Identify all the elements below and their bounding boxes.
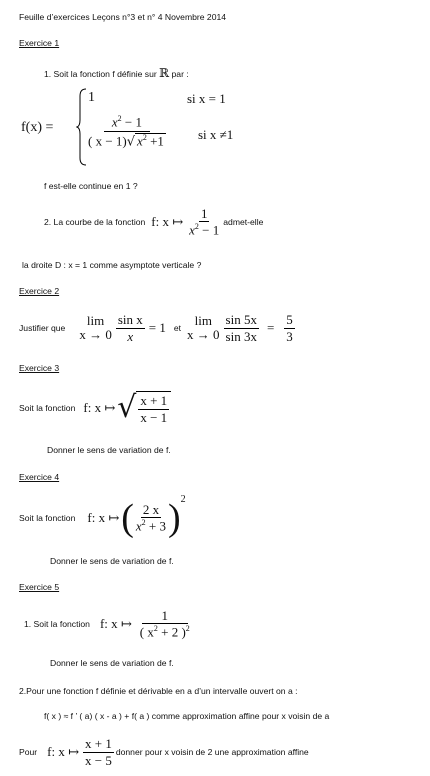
ex2-et: et bbox=[173, 323, 182, 333]
numerator: x + 1 bbox=[140, 393, 168, 409]
den-part: ( x bbox=[139, 624, 154, 640]
ex1-question-2 bbox=[44, 204, 263, 240]
ex4-function: f: x ↦ bbox=[87, 510, 120, 525]
exercise-2-title: Exercice 2 bbox=[19, 286, 60, 296]
den-tail: − 1 bbox=[198, 222, 220, 238]
reals-symbol: ℝ bbox=[159, 66, 170, 80]
var-x: x bbox=[111, 114, 118, 130]
ex1-case2-condition: si x ≠1 bbox=[198, 127, 234, 142]
var-x: x bbox=[137, 133, 143, 149]
numerator: sin 5x bbox=[225, 311, 257, 327]
ex1-q2-function: f: x ↦ bbox=[151, 214, 184, 229]
ex2-fraction-1 bbox=[116, 313, 145, 343]
ex1-fx-label: f(x) = bbox=[21, 120, 54, 135]
ex1-asymptote-question: la droite D : x = 1 comme asymptote verticale ? bbox=[22, 260, 202, 270]
denominator: sin 3x bbox=[225, 328, 257, 344]
ex1-par: par : bbox=[171, 69, 189, 79]
ex5-function-2: f: x ↦ bbox=[47, 744, 79, 759]
limit-2 bbox=[187, 314, 220, 343]
ex4-task: Donner le sens de variation de f. bbox=[50, 556, 174, 566]
exercise-1-title: Exercice 1 bbox=[19, 38, 60, 48]
den-part: ( x − 1) bbox=[88, 133, 127, 149]
var-x: x bbox=[189, 222, 195, 238]
ex1-case2-fraction bbox=[86, 115, 168, 149]
ex5-function: f: x ↦ bbox=[99, 616, 132, 631]
sqrt-icon: √ bbox=[126, 134, 136, 150]
numerator: 1 bbox=[142, 609, 189, 625]
ex5-pour: Pour bbox=[19, 747, 38, 757]
ex2-fraction-2 bbox=[224, 313, 259, 343]
numerator: 2 x bbox=[142, 501, 160, 517]
denominator: x bbox=[127, 328, 134, 344]
num-tail: − 1 bbox=[121, 114, 143, 130]
ex3-task: Donner le sens de variation de f. bbox=[47, 445, 171, 455]
ex1-question-1 bbox=[44, 66, 189, 81]
ex2-intro: Justifier que bbox=[19, 323, 66, 333]
ex1-case1-condition: si x = 1 bbox=[187, 91, 226, 106]
ex2-result bbox=[284, 313, 295, 343]
denominator: 3 bbox=[286, 328, 293, 344]
ex3-function: f: x ↦ bbox=[83, 400, 116, 415]
ex5-fraction bbox=[138, 609, 192, 640]
right-paren-icon: ) bbox=[168, 497, 181, 539]
den-tail: + 3 bbox=[145, 518, 166, 534]
ex2-statement bbox=[19, 308, 295, 348]
lim-label: lim bbox=[86, 312, 105, 328]
ex5-approximation: f( x ) ≈ f ’ ( a) ( x - a ) + f( a ) comme approximation affine pour x voisin de a bbox=[44, 711, 330, 721]
lim-subscript: x → 0 bbox=[187, 327, 220, 342]
ex1-q2-tail: admet-elle bbox=[223, 217, 264, 227]
ex2-eq1: = 1 bbox=[148, 320, 166, 335]
numerator: x + 1 bbox=[85, 735, 112, 751]
exponent: 2 bbox=[141, 518, 146, 528]
exponent: 2 bbox=[142, 132, 147, 142]
ex5-task: Donner le sens de variation de f. bbox=[50, 658, 174, 668]
numerator: sin x bbox=[117, 311, 143, 327]
ex2-eq2: = bbox=[266, 320, 275, 335]
var-x: x bbox=[135, 518, 142, 534]
exponent: 2 bbox=[117, 114, 122, 123]
limit-1 bbox=[79, 314, 112, 343]
ex1-q2-text: 2. La courbe de la fonction bbox=[44, 217, 146, 227]
ex1-continuity-question: f est-elle continue en 1 ? bbox=[44, 181, 138, 191]
den-tail: +1 bbox=[146, 133, 164, 149]
exercise-4-title: Exercice 4 bbox=[19, 472, 60, 482]
ex5-statement bbox=[24, 604, 192, 644]
lim-label: lim bbox=[194, 312, 212, 328]
ex1-case1-value: 1 bbox=[88, 90, 95, 105]
ex3-statement bbox=[19, 386, 171, 430]
exercise-5-title: Exercice 5 bbox=[19, 582, 60, 592]
page-header: Feuille d’exercices Leçons n°3 et n° 4 Novembre 2014 bbox=[19, 12, 227, 22]
numerator: 5 bbox=[286, 311, 293, 327]
ex1-q2-fraction bbox=[187, 207, 221, 238]
den-tail: + 2 ) bbox=[157, 624, 186, 640]
exponent: 2 bbox=[153, 624, 158, 634]
ex5-tail: donner pour x voisin de 2 une approximation affine bbox=[115, 747, 309, 757]
ex4-statement bbox=[19, 494, 186, 542]
ex3-intro: Soit la fonction bbox=[19, 403, 76, 413]
ex4-fraction bbox=[134, 503, 168, 534]
ex5-final-question bbox=[19, 732, 309, 772]
exercise-3-title: Exercice 3 bbox=[19, 363, 60, 373]
denominator: x − 5 bbox=[85, 752, 112, 768]
ex5-fraction-2 bbox=[83, 737, 114, 767]
lim-subscript: x → 0 bbox=[79, 327, 112, 342]
ex4-intro: Soit la fonction bbox=[19, 513, 76, 523]
denominator: x − 1 bbox=[140, 410, 168, 425]
ex5-q2: 2.Pour une fonction f définie et dérivable en a d’un intervalle ouvert on a : bbox=[19, 686, 298, 696]
ex3-radicand bbox=[136, 391, 171, 424]
sqrt-icon: √ bbox=[117, 390, 137, 425]
ex1-q1-text: 1. Soit la fonction f définie sur bbox=[44, 69, 157, 79]
numerator: 1 bbox=[200, 205, 208, 221]
ex4-power: 2 bbox=[180, 494, 186, 505]
exponent: 2 bbox=[185, 624, 190, 634]
left-paren-icon: ( bbox=[121, 497, 134, 539]
exponent: 2 bbox=[194, 222, 199, 232]
ex5-q1: 1. Soit la fonction bbox=[24, 619, 90, 629]
